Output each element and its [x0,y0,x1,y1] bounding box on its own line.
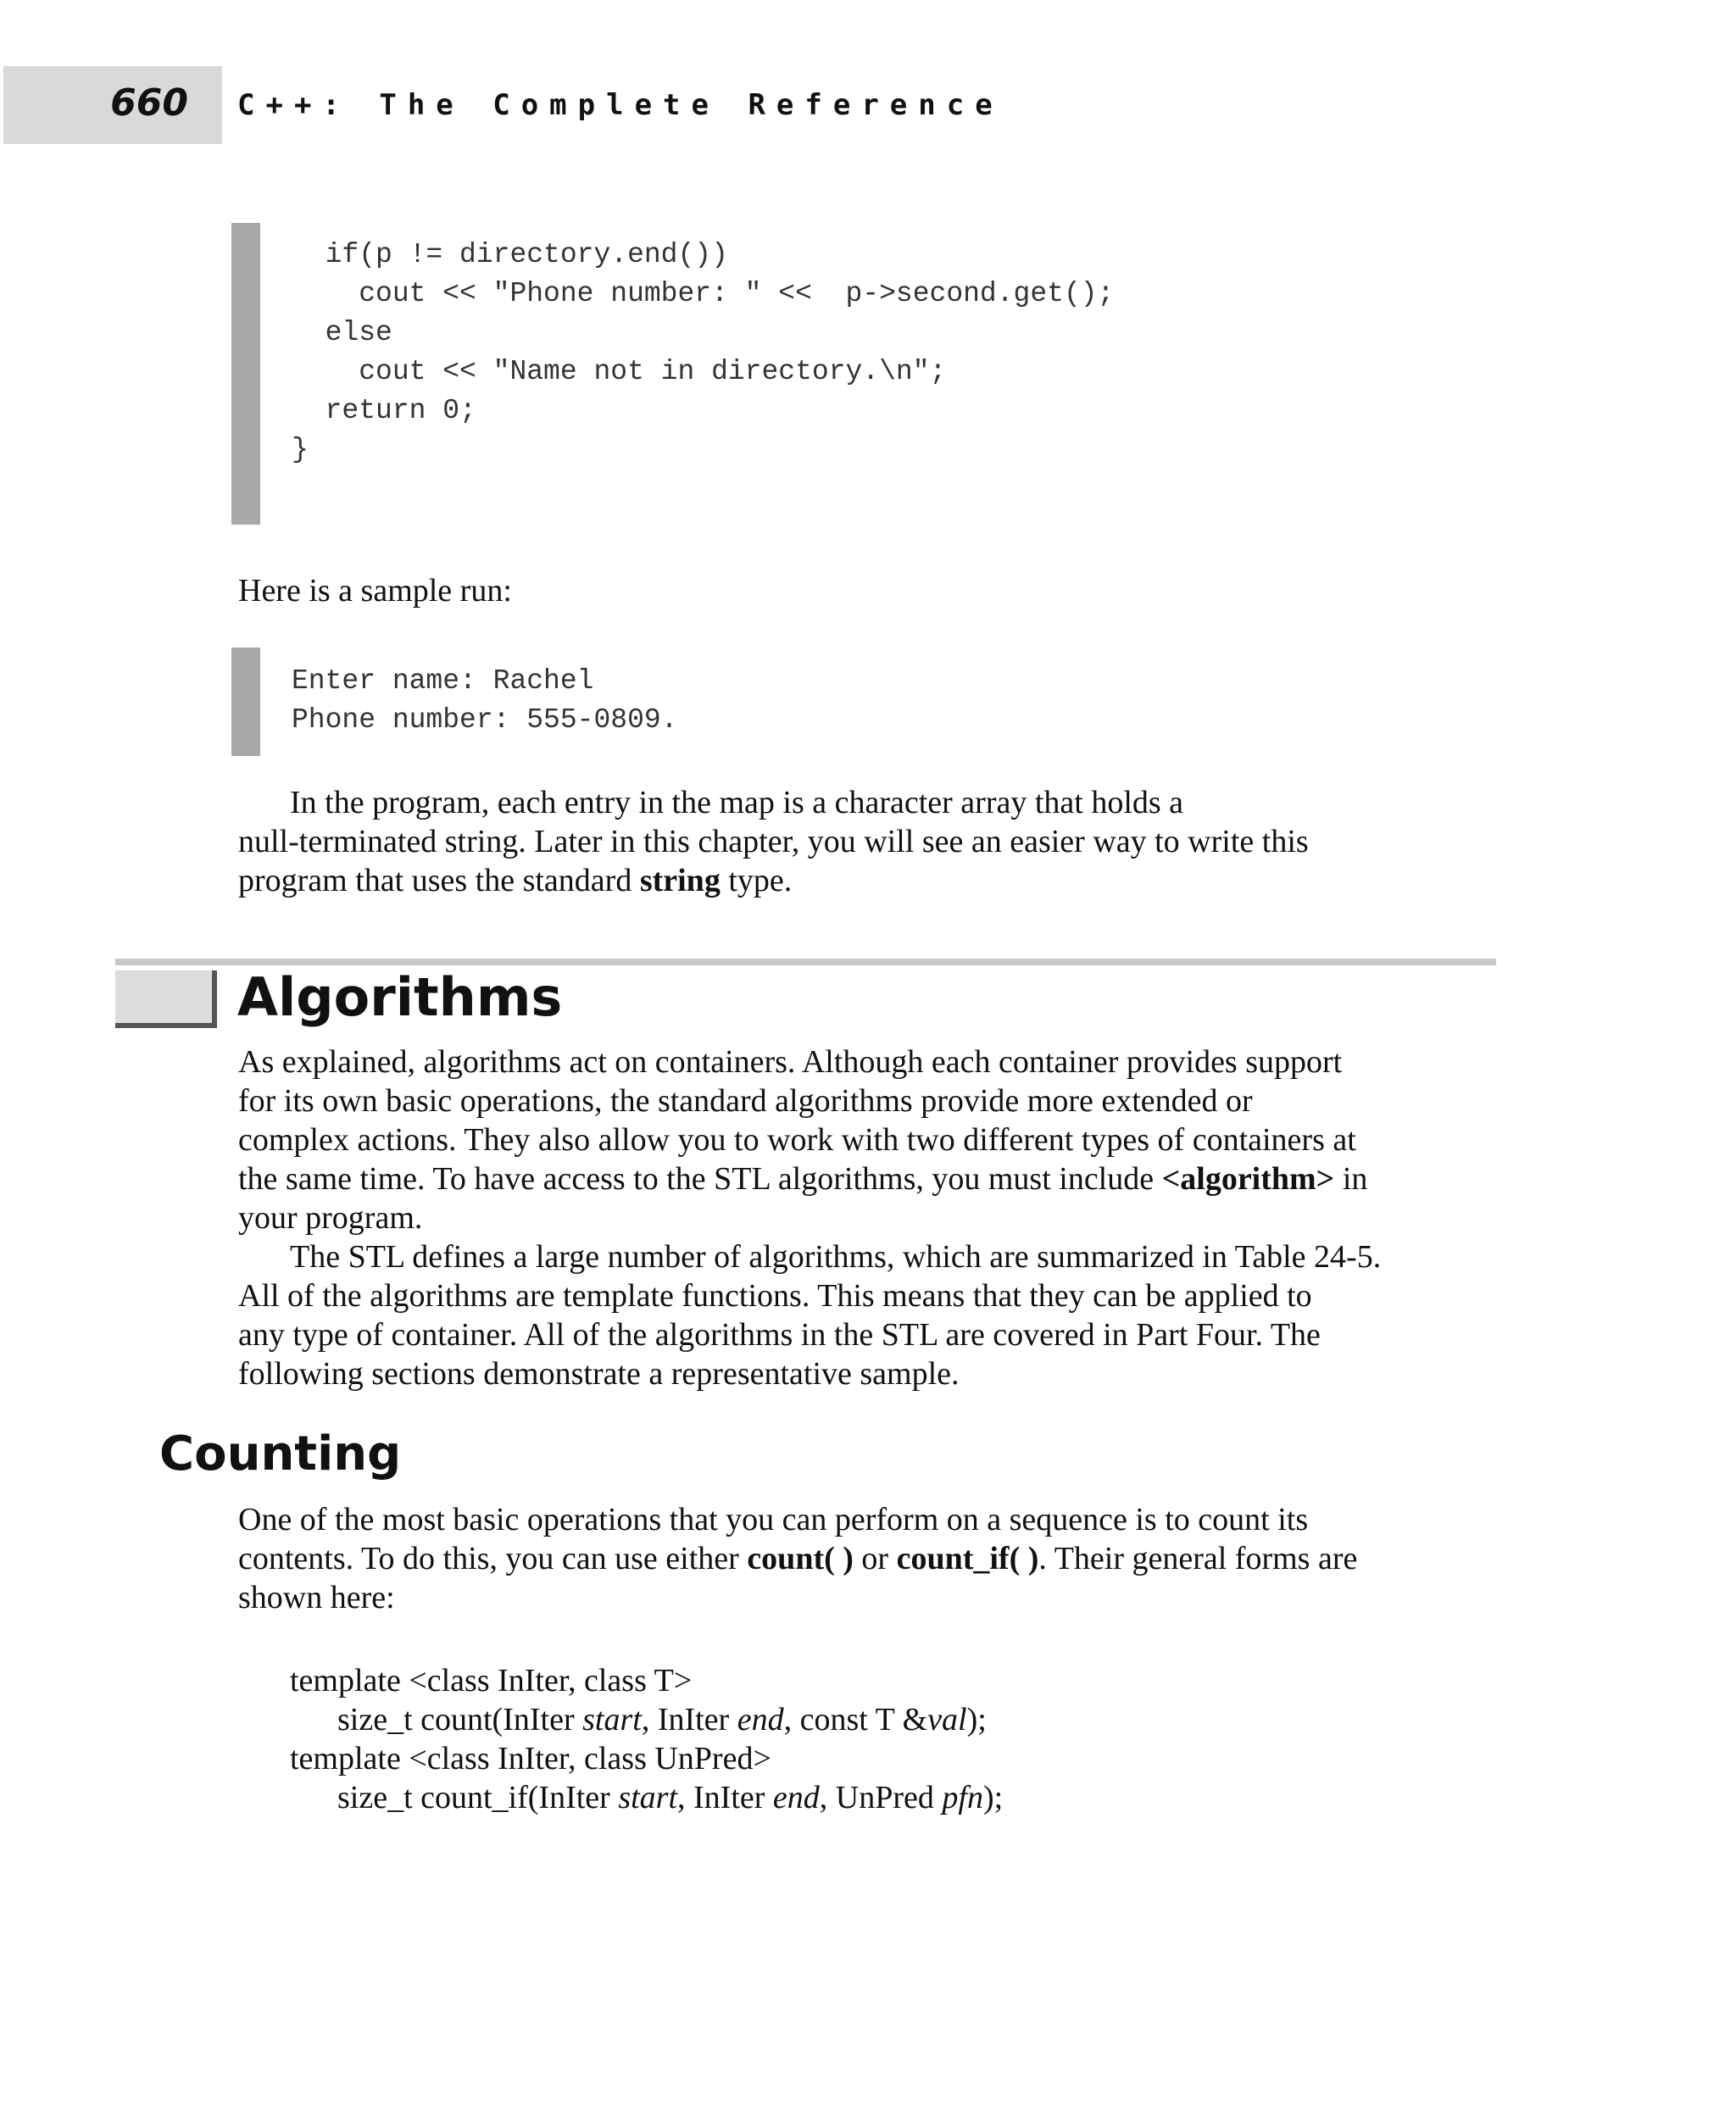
text-line: As explained, algorithms act on containers. Although each container provides support [238,1044,1343,1080]
section-heading: Algorithms [237,966,563,1028]
text-line: the same time. To have access to the STL algorithms, you must include <algorithm> in [238,1161,1368,1197]
sample-output [292,662,677,740]
text-line: All of the algorithms are template functions. This means that they can be applied to [238,1278,1312,1314]
code-term: <algorithm> [1161,1161,1335,1197]
paragraph-counting [238,1500,1357,1617]
section-rule [115,959,1496,965]
code-line: if(p != directory.end()) [292,239,728,270]
output-line: Phone number: 555-0809. [292,704,678,736]
code-line: } [292,434,309,465]
code-block [292,236,1114,470]
running-head: C++: The Complete Reference [237,88,1004,122]
text-line: In the program, each entry in the map is a character array that holds a [290,785,1184,820]
prototype-template-1: template <class InIter, class T> [290,1663,693,1698]
text-line: shown here: [238,1580,395,1615]
code-line: return 0; [292,395,476,426]
code-term: count( ) [747,1541,854,1576]
text-line: null-terminated string. Later in this chapter, you will see an easier way to write this [238,824,1309,859]
code-term: count_if( ) [896,1541,1039,1576]
code-line: else [292,317,392,348]
output-block-bar [231,648,260,756]
text-line: One of the most basic operations that you can perform on a sequence is to count its [238,1502,1309,1537]
code-line: cout << "Phone number: " << p->second.get(); [292,278,1115,309]
paragraph-program [238,783,1309,900]
prototype-count: size_t count(InIter start, InIter end, const T &val); [337,1702,987,1737]
page-number: 660 [110,81,188,125]
text-line: any type of container. All of the algorithms in the STL are covered in Part Four. The [238,1317,1321,1353]
sample-run-intro: Here is a sample run: [238,573,512,609]
text-line: your program. [238,1200,423,1236]
prototype-template-2: template <class InIter, class UnPred> [290,1741,771,1776]
prototype-count-if: size_t count_if(InIter start, InIter end, UnPred pfn); [337,1780,1004,1815]
text-line: program that uses the standard string type. [238,863,793,898]
code-block-bar [231,223,260,525]
output-line: Enter name: Rachel [292,665,594,697]
heading-marker [115,970,217,1028]
code-term: string [639,863,721,898]
text-line: complex actions. They also allow you to work with two different types of containers at [238,1122,1356,1158]
code-line: cout << "Name not in directory.\n"; [292,356,947,387]
text-line: for its own basic operations, the standard algorithms provide more extended or [238,1083,1253,1119]
text-line: following sections demonstrate a representative sample. [238,1356,960,1392]
text-line: The STL defines a large number of algorithms, which are summarized in Table 24-5. [290,1239,1382,1275]
paragraph-algorithms-1 [238,1042,1381,1393]
text-line: contents. To do this, you can use either count( ) or count_if( ). Their general forms are [238,1541,1358,1576]
subsection-heading: Counting [159,1426,402,1482]
